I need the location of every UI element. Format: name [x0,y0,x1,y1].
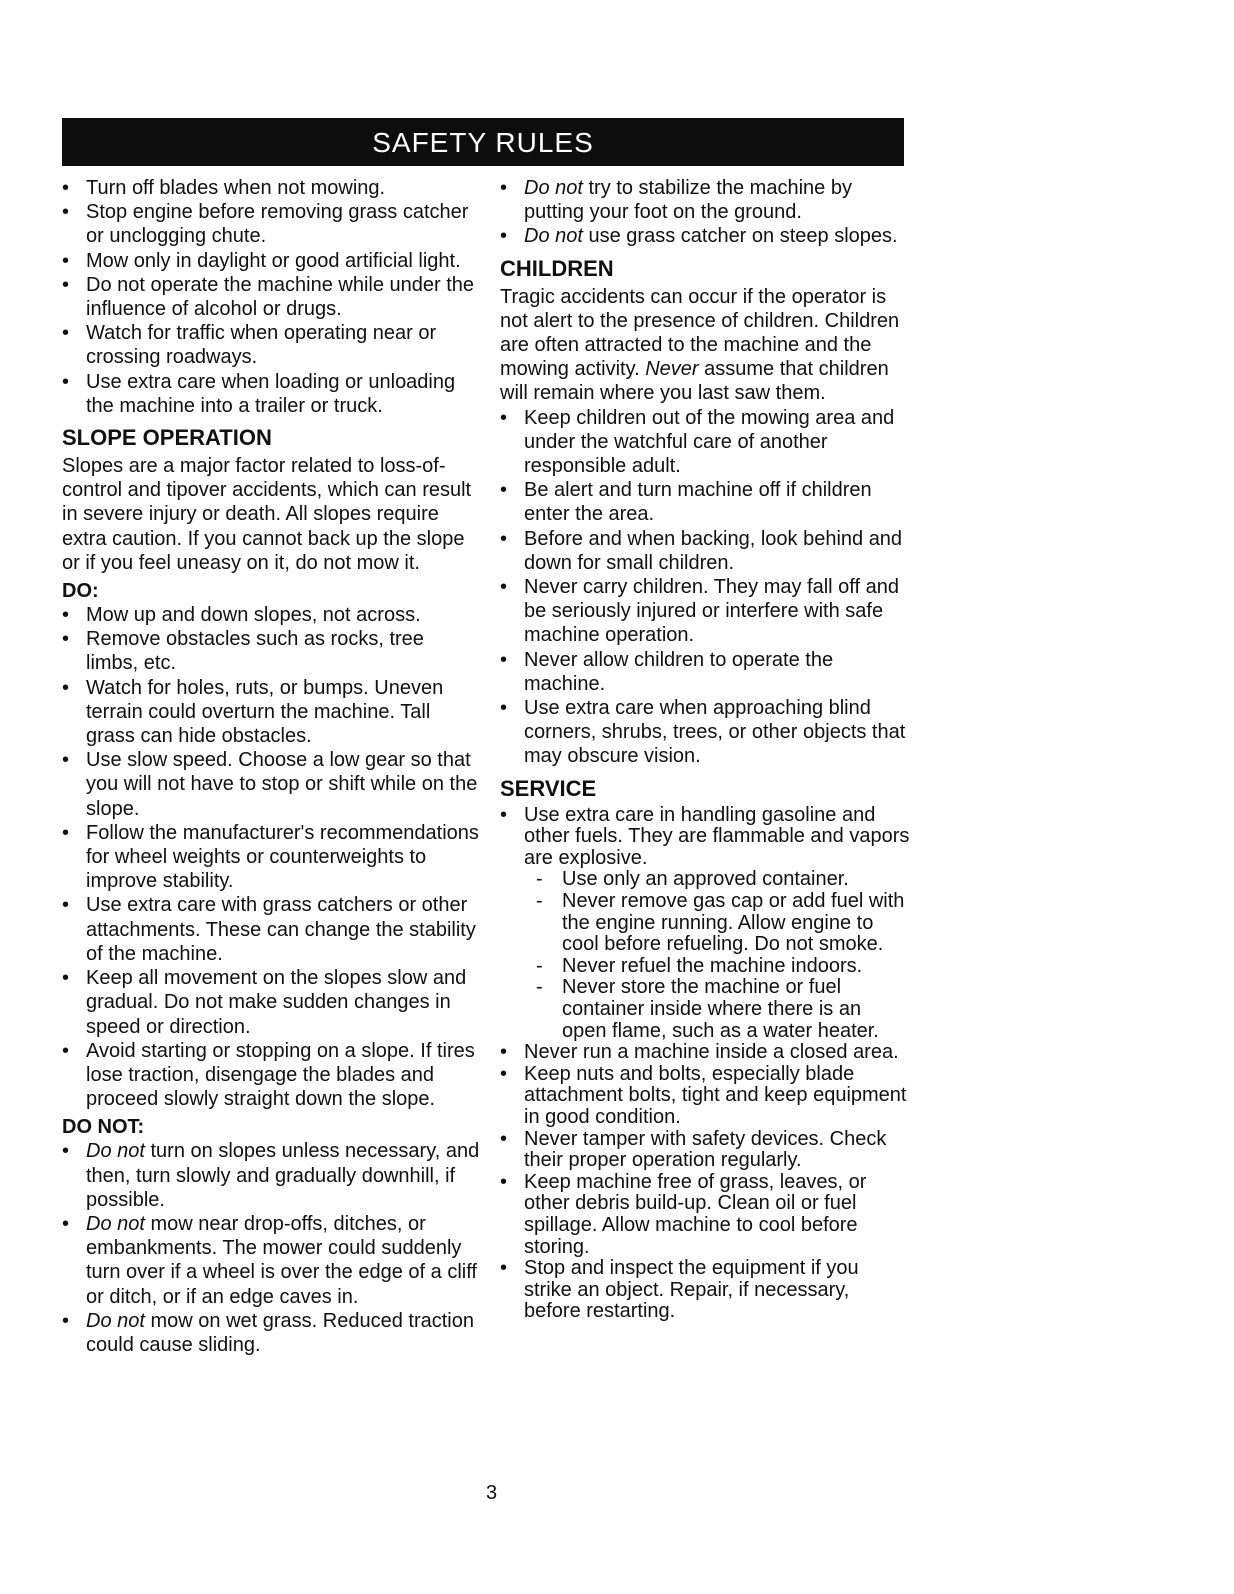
emphasis: Do not [524,225,583,248]
item-text: try to stabilize the machine by putting your foot on the ground. [524,177,852,224]
list-item: • Keep machine free of grass, leaves, or other debris build-up. Clean oil or fuel spillage. Allow machine to cool before storing. [500,1172,910,1258]
item-text: mow near drop-offs, ditches, or embankments. The mower could suddenly turn over if a wheel is over the edge of a cliff or ditch, or if an edge caves in. [86,1212,477,1308]
list-item: • Turn off blades when not mowing. [62,176,480,200]
children-list [500,406,910,769]
list-item: • Stop engine before removing grass catcher or unclogging chute. [62,200,480,248]
emphasis: Do not [524,177,583,199]
list-item: • Use extra care with grass catchers or other attachments. These can change the stability of the machine. [62,893,480,966]
list-item [500,805,910,1043]
list-item: • Keep children out of the mowing area and under the watchful care of another responsible adult. [500,406,910,479]
emphasis: Do not [86,1212,145,1235]
do-not-list [62,1139,480,1357]
sub-list-item: - Never remove gas cap or add fuel with the engine running. Allow engine to cool before refueling. Do not smoke. [536,891,910,956]
children-text-2: assume that children will remain where you last saw them. [500,358,889,405]
list-item: • Never run a machine inside a closed area. [500,1042,910,1064]
list-item [62,1139,480,1212]
service-heading: SERVICE [500,775,597,801]
list-item: • Be alert and turn machine off if children enter the area. [500,478,910,526]
emphasis: Do not [86,1309,145,1332]
item-text: mow on wet grass. Reduced traction could cause sliding. [86,1309,474,1356]
emphasis: Never [645,358,699,381]
do-not-heading: DO NOT: [62,1116,145,1139]
list-item: • Watch for holes, ruts, or bumps. Uneven terrain could overturn the machine. Tall grass can hide obstacles. [62,676,480,749]
list-item [62,1212,480,1309]
list-item: • Never carry children. They may fall off and be seriously injured or interfere with safe machine operation. [500,575,910,648]
emphasis: Do not [86,1140,145,1163]
list-item: • Keep nuts and bolts, especially blade attachment bolts, tight and keep equipment in good condition. [500,1064,910,1129]
list-item: • Before and when backing, look behind and down for small children. [500,527,910,575]
children-heading: CHILDREN [500,255,614,281]
sub-list-item: - Use only an approved container. [536,869,910,891]
list-item [62,1309,480,1357]
section-banner: SAFETY RULES [62,118,904,166]
page-number: 3 [486,1482,498,1504]
item-text: turn on slopes unless necessary, and then, turn slowly and gradually downhill, if possible. [86,1140,480,1211]
list-item: • Use extra care when loading or unloading the machine into a trailer or truck. [62,370,480,418]
children-text-1: Tragic accidents can occur if the operator is not alert to the presence of children. Children are often attracted to the machine and the mowing activity. [500,285,900,381]
item-text: Use extra care in handling gasoline and other fuels. They are flammable and vapors are explosive. [524,803,910,869]
general-rules-list [62,176,480,418]
sub-list-item: - Never store the machine or fuel container inside where there is an open flame, such as a water heater. [536,977,910,1042]
list-item: • Remove obstacles such as rocks, tree limbs, etc. [62,627,480,675]
sub-list-item: - Never refuel the machine indoors. [536,956,910,978]
left-column [62,176,480,1357]
list-item: • Watch for traffic when operating near or crossing roadways. [62,321,480,369]
children-paragraph [500,285,910,406]
list-item: • Avoid starting or stopping on a slope. If tires lose traction, disengage the blades and proceed slowly straight down the slope. [62,1039,480,1112]
fuel-sublist [524,869,910,1042]
slope-paragraph: Slopes are a major factor related to loss-of-control and tipover accidents, which can result in severe injury or death. All slopes require extra caution. If you cannot back up the slope or if you feel uneasy on it, do not mow it. [62,455,472,574]
right-column [500,176,910,1323]
list-item: • Stop and inspect the equipment if you strike an object. Repair, if necessary, before restarting. [500,1258,910,1323]
list-item: • Keep all movement on the slopes slow and gradual. Do not make sudden changes in speed or direction. [62,966,480,1039]
list-item [500,176,910,224]
item-text: use grass catcher on steep slopes. [582,225,898,248]
list-item: • Mow up and down slopes, not across. [62,603,480,627]
list-item: • Follow the manufacturer's recommendations for wheel weights or counterweights to improve stability. [62,821,480,894]
list-item: • Use slow speed. Choose a low gear so that you will not have to stop or shift while on the slope. [62,748,480,821]
do-list [62,603,480,1111]
list-item: • Mow only in daylight or good artificial light. [62,249,480,273]
list-item: • Never tamper with safety devices. Check their proper operation regularly. [500,1129,910,1172]
list-item: • Do not operate the machine while under the influence of alcohol or drugs. [62,273,480,321]
do-not-continued-list [500,176,910,249]
list-item: • Use extra care when approaching blind corners, shrubs, trees, or other objects that may obscure vision. [500,696,910,769]
list-item [500,224,910,248]
list-item: • Never allow children to operate the machine. [500,648,910,696]
service-list [500,805,910,1323]
slope-operation-heading: SLOPE OPERATION [62,425,272,451]
do-heading: DO: [62,580,99,603]
